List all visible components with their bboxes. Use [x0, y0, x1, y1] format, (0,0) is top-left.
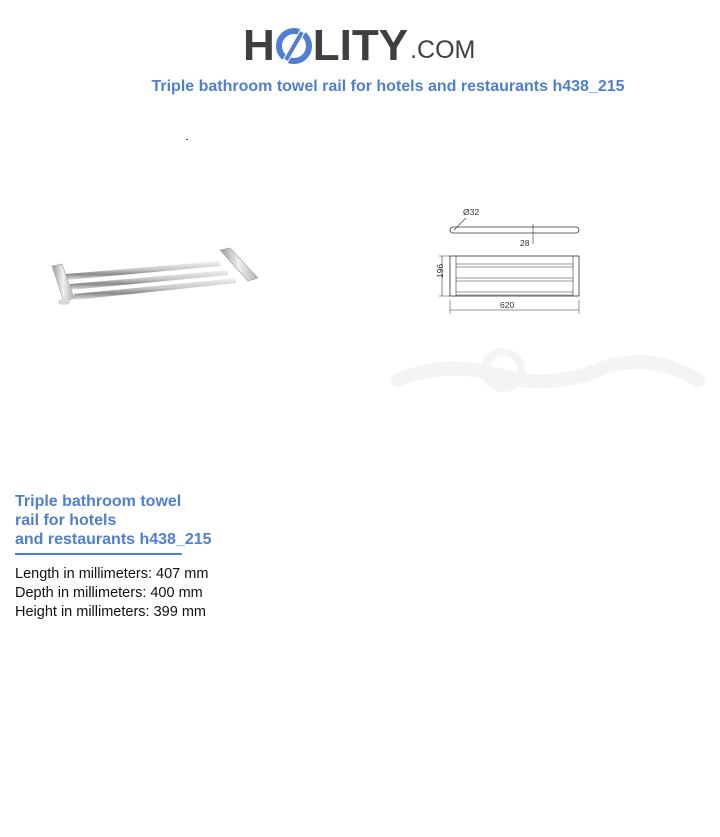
diameter-label: Ø32: [463, 207, 480, 217]
product-title: [15, 492, 225, 549]
logo-o-icon: [276, 28, 312, 64]
spec-depth: Depth in millimeters: 400 mm: [15, 585, 203, 601]
offset-label: 28: [520, 238, 530, 248]
logo-tld: .COM: [410, 36, 476, 64]
product-specs: [15, 565, 208, 622]
product-title-line: and restaurants h438_215: [15, 531, 212, 548]
technical-drawing: [428, 200, 588, 320]
width-label: 620: [500, 300, 515, 310]
logo-wordmark: [243, 21, 409, 70]
title-underline: [15, 553, 182, 555]
logo-letters-lity: LITY: [312, 21, 409, 70]
spec-height: Height in millimeters: 399 mm: [15, 604, 206, 620]
page-title: Triple bathroom towel rail for hotels and restaurants h438_215: [151, 78, 625, 95]
product-title-line: rail for hotels: [15, 512, 117, 529]
spec-length: Length in millimeters: 407 mm: [15, 566, 209, 582]
site-logo[interactable]: [243, 12, 483, 68]
watermark-logo: [388, 340, 708, 430]
logo-letter-h: H: [243, 21, 275, 70]
product-photo: [44, 240, 268, 312]
product-title-line: Triple bathroom towel: [15, 493, 182, 510]
height-label: 196: [435, 263, 445, 278]
image-artifact: [186, 139, 188, 140]
